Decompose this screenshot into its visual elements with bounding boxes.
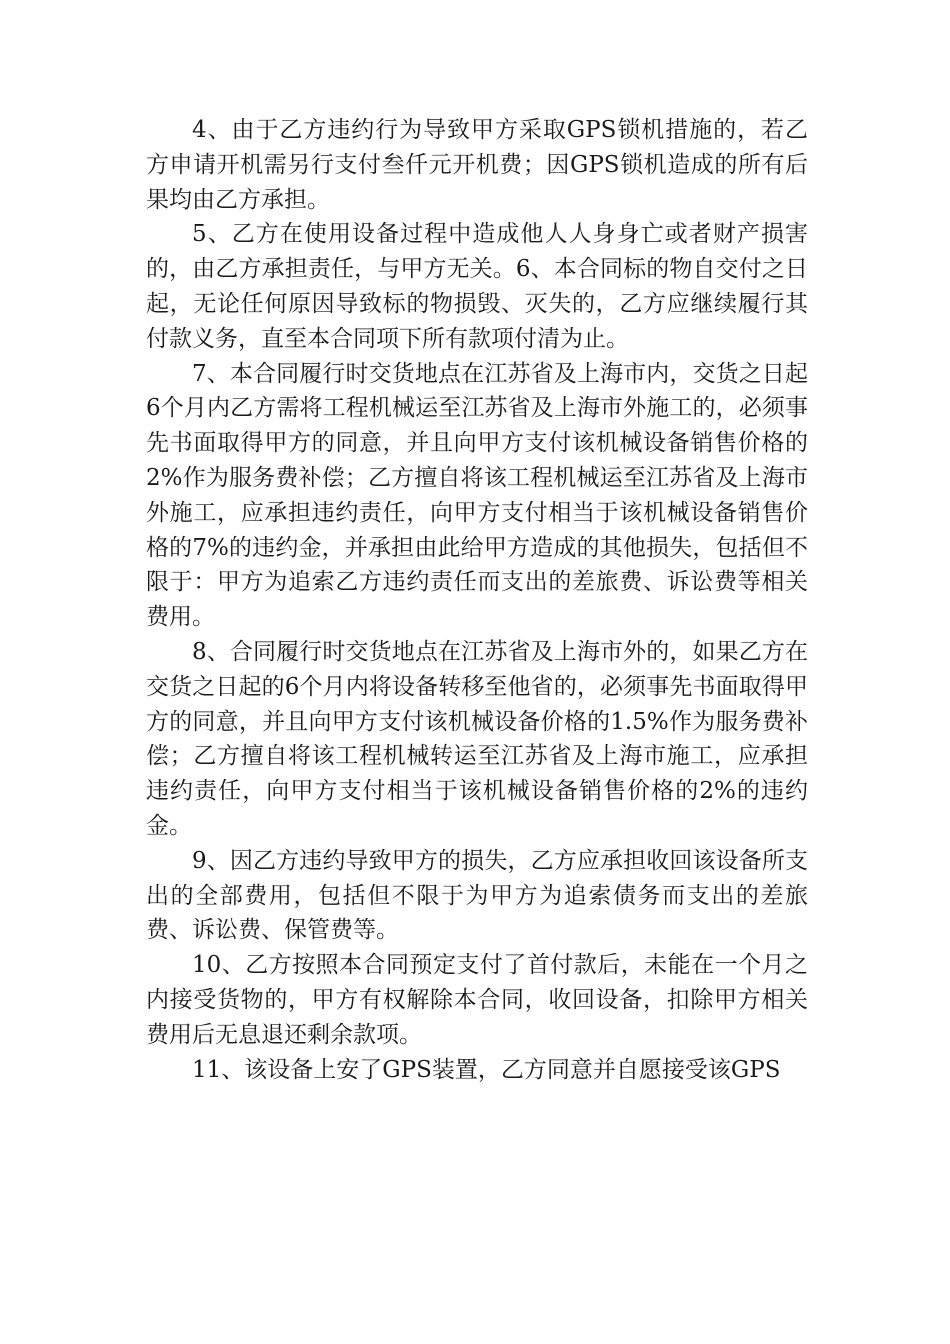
contract-text — [146, 113, 808, 1087]
clause-5-6: 5、乙方在使用设备过程中造成他人人身身亡或者财产损害的，由乙方承担责任，与甲方无关。6、本合同标的物自交付之日起，无论任何原因导致标的物损毁、灭失的，乙方应继续履行其付款义务，直至本合同项下所有款项付清为止。 — [146, 221, 808, 352]
clause-11: 11、该设备上安了GPS装置，乙方同意并自愿接受该GPS — [192, 1056, 781, 1083]
clause-8: 8、合同履行时交货地点在江苏省及上海市外的，如果乙方在交货之日起的6个月内将设备转移至他省的，必须事先书面取得甲方的同意，并且向甲方支付该机械设备价格的1.5%作为服务费补偿；乙方擅自将该工程机械转运至江苏省及上海市施工，应承担违约责任，向甲方支付相当于该机械设备销售价格的2%的违约金。 — [146, 638, 808, 839]
clause-7: 7、本合同履行时交货地点在江苏省及上海市内，交货之日起6个月内乙方需将工程机械运至江苏省及上海市外施工的，必须事先书面取得甲方的同意，并且向甲方支付该机械设备销售价格的2%作为服务费补偿；乙方擅自将该工程机械运至江苏省及上海市外施工，应承担违约责任，向甲方支付相当于该机械设备销售价格的7%的违约金，并承担由此给甲方造成的其他损失，包括但不限于：甲方为追索乙方违约责任而支出的差旅费、诉讼费等相关费用。 — [146, 360, 808, 631]
clause-10: 10、乙方按照本合同预定支付了首付款后，未能在一个月之内接受货物的，甲方有权解除本合同，收回设备，扣除甲方相关费用后无息退还剩余款项。 — [146, 952, 808, 1048]
clause-9: 9、因乙方违约导致甲方的损失，乙方应承担收回该设备所支出的全部费用，包括但不限于为甲方为追索债务而支出的差旅费、诉讼费、保管费等。 — [146, 847, 808, 944]
clause-4: 4、由于乙方违约行为导致甲方采取GPS锁机措施的，若乙方申请开机需另行支付叁仟元开机费；因GPS锁机造成的所有后果均由乙方承担。 — [146, 117, 808, 213]
